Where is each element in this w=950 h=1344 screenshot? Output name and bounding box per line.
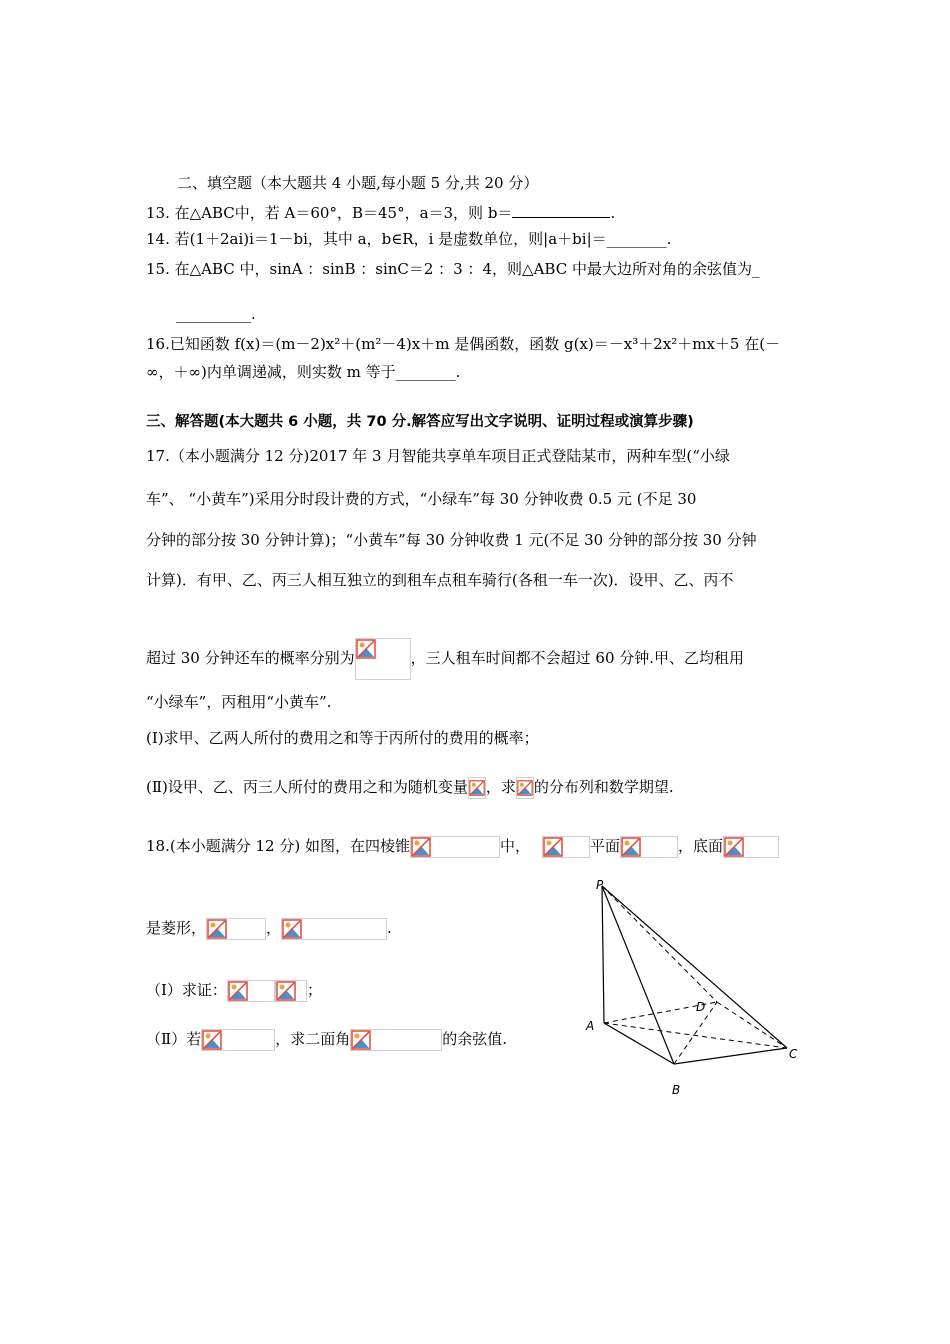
question-15-line2: __________.: [176, 305, 256, 323]
label-A: A: [586, 1019, 595, 1033]
question-17-line5-a: 超过 30 分钟还车的概率分别为: [146, 649, 355, 667]
question-17-line6: “小绿车”，丙租用“小黄车”.: [146, 693, 332, 711]
question-18-line2-a: 是菱形，: [146, 919, 207, 937]
formula-image-icon: [516, 777, 534, 799]
formula-image-icon: [468, 777, 486, 799]
question-18-line1-b: 中，: [499, 837, 530, 855]
question-17-part2: [146, 777, 674, 799]
question-16-line2: ∞，＋∞)内单调递减，则实数 m 等于________.: [146, 363, 461, 381]
edge-BC: [674, 1048, 787, 1064]
formula-image-icon: [201, 1029, 275, 1051]
question-18-part2-c: 的余弦值.: [442, 1030, 507, 1048]
edge-PB: [602, 886, 674, 1064]
edge-PC: [602, 886, 787, 1048]
question-17-part2-a: (Ⅱ)设甲、乙、丙三人所付的费用之和为随机变量: [146, 778, 468, 796]
section2-header: 二、填空题（本大题共 4 小题,每小题 5 分,共 20 分）: [177, 174, 539, 192]
formula-image-icon: [355, 638, 411, 680]
question-18-part2-a: （Ⅱ）若: [146, 1030, 202, 1048]
question-18-line2: [146, 918, 392, 940]
question-18-part1: [146, 980, 322, 1002]
question-14: 14. 若(1＋2ai)i＝1－bi，其中 a，b∈R，i 是虚数单位，则|a＋bi|＝________.: [146, 230, 672, 248]
question-17-line1: 17.（本小题满分 12 分)2017 年 3 月智能共享单车项目正式登陆某市，两种车型(“小绿: [146, 447, 730, 465]
question-13-end: .: [610, 204, 616, 222]
question-17-part1: (I)求甲、乙两人所付的费用之和等于丙所付的费用的概率；: [146, 729, 539, 747]
answer-blank: [512, 201, 610, 218]
question-15-line1: 15. 在△ABC 中，sinA ：sinB ：sinC＝2 ：3 ：4，则△ABC 中最大边所对角的余弦值为_: [146, 260, 760, 278]
label-C: C: [789, 1047, 798, 1061]
question-18-line2-c: .: [387, 919, 392, 937]
question-17-line4: 计算)．有甲、乙、丙三人相互独立的到租车点租车骑行(各租一车一次)．设甲、乙、丙不: [146, 571, 734, 589]
question-18-line2-b: ，: [266, 919, 282, 937]
question-17-part2-c: 的分布列和数学期望.: [533, 778, 674, 796]
edge-DC: [717, 1002, 787, 1048]
diagonal-AC: [604, 1023, 787, 1048]
question-18-line1: [146, 836, 779, 858]
edge-AB: [604, 1023, 674, 1064]
edge-PA: [602, 886, 604, 1023]
question-17-part2-b: ，求: [485, 778, 516, 796]
formula-image-icon: [620, 836, 678, 858]
label-D: D: [696, 1000, 706, 1014]
question-18-part2-b: ，求二面角: [275, 1030, 351, 1048]
formula-image-icon: [723, 836, 779, 858]
question-18-line1-d: ，底面: [677, 837, 723, 855]
formula-image-icon: [350, 1029, 442, 1051]
question-16-line1: 16.已知函数 f(x)＝(m－2)x²＋(m²－4)x＋m 是偶函数，函数 g(x)＝－x³＋2x²＋mx＋5 在(－: [146, 335, 781, 353]
question-18-part1-b: ；: [306, 981, 322, 999]
section3-header: 三、解答题(本大题共 6 小题，共 70 分.解答应写出文字说明、证明过程或演算步骤): [146, 414, 694, 430]
question-17-line3: 分钟的部分按 30 分钟计算)；“小黄车”每 30 分钟收费 1 元(不足 30 分钟的部分按 30 分钟: [146, 531, 757, 549]
question-18-line1-a: 18.(本小题满分 12 分) 如图，在四棱锥: [146, 837, 410, 855]
formula-image-icon: [227, 980, 275, 1002]
question-18-line1-c: 平面: [589, 837, 620, 855]
question-17-line5: [146, 638, 744, 680]
question-13: [146, 201, 615, 223]
edge-PD: [602, 886, 717, 1002]
label-B: B: [672, 1083, 681, 1097]
question-18-part2: [146, 1029, 507, 1051]
formula-image-icon: [275, 980, 307, 1002]
question-13-text: 13. 在△ABC中，若 A＝60°，B＝45°，a＝3，则 b＝: [146, 204, 513, 222]
question-17-line2: 车”、 “小黄车”)采用分时段计费的方式，“小绿车”每 30 分钟收费 0.5 元 (不足 30: [146, 490, 697, 508]
question-17-line5-b: ，三人租车时间都不会超过 60 分钟.甲、乙均租用: [410, 649, 745, 667]
label-P: P: [596, 878, 604, 892]
formula-image-icon: [410, 836, 500, 858]
formula-image-icon: [206, 918, 266, 940]
pyramid-figure: [582, 878, 812, 1100]
formula-image-icon: [281, 918, 387, 940]
formula-image-icon: [542, 836, 590, 858]
question-18-part1-a: （Ⅰ）求证：: [146, 981, 227, 999]
